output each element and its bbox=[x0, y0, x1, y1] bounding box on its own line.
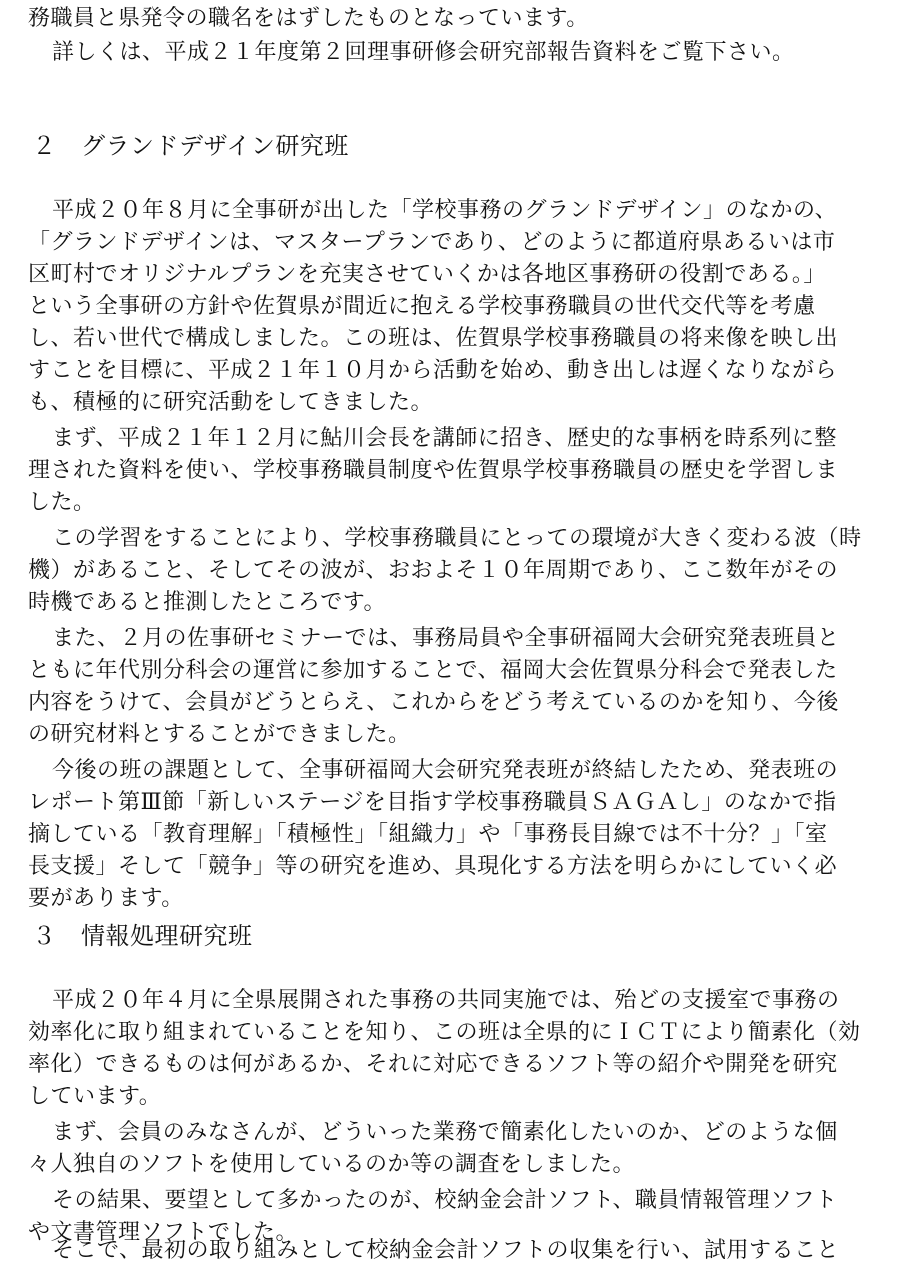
section-2-line: 機）があること、そしてその波が、おおよそ１０年周期であり、ここ数年がその bbox=[28, 558, 839, 583]
section-2-line: また、２月の佐事研セミナーでは、事務局員や全事研福岡大会研究発表班員と bbox=[52, 626, 840, 651]
section-3-line: その結果、要望として多かったのが、校納金会計ソフト、職員情報管理ソフト bbox=[52, 1188, 838, 1213]
section-2-line: 「グランドデザインは、マスタープランであり、どのように都道府県あるいは市 bbox=[28, 230, 836, 255]
section-2-line: すことを目標に、平成２１年１０月から活動を始め、動き出しは遅くなりながら bbox=[28, 358, 838, 383]
section-2-line: 区町村でオリジナルプランを充実させていくかは各地区事務研の役割である。」 bbox=[28, 262, 826, 287]
section-2-line: この学習をすることにより、学校事務職員にとっての環境が大きく変わる波（時 bbox=[52, 526, 862, 551]
section-2-line: も、積極的に研究活動をしてきました。 bbox=[28, 390, 434, 415]
section-3-line: そこで、最初の取り組みとして校納金会計ソフトの収集を行い、試用すること bbox=[52, 1238, 840, 1263]
intro-line-2: 詳しくは、平成２１年度第２回理事研修会研究部報告資料をご覧下さい。 bbox=[52, 40, 795, 65]
section-2-line: 今後の班の課題として、全事研福岡大会研究発表班が終結したため、発表班の bbox=[52, 758, 839, 783]
section-2-line: した。 bbox=[28, 490, 96, 515]
section-3-line: 平成２０年４月に全県展開された事務の共同実施では、殆どの支援室で事務の bbox=[52, 988, 840, 1013]
section-2-line: 長支援」そして「競争」等の研究を進め、具現化する方法を明らかにしていく必 bbox=[28, 854, 838, 879]
intro-line-1: 務職員と県発令の職名をはずしたものとなっています。 bbox=[28, 6, 589, 31]
section-2-line: し、若い世代で構成しました。この班は、佐賀県学校事務職員の将来像を映し出 bbox=[28, 326, 839, 351]
section-2-line: 理された資料を使い、学校事務職員制度や佐賀県学校事務職員の歴史を学習しま bbox=[28, 458, 839, 483]
section-2-line: という全事研の方針や佐賀県が間近に抱える学校事務職員の世代交代等を考慮 bbox=[28, 294, 816, 319]
section-2-line: まず、平成２１年１２月に鮎川会長を講師に招き、歴史的な事柄を時系列に整 bbox=[52, 426, 837, 451]
section-2-heading: ２ グランドデザイン研究班 bbox=[32, 132, 349, 160]
section-3-line: まず、会員のみなさんが、どういった業務で簡素化したいのか、どのような個 bbox=[52, 1120, 838, 1145]
section-3-line: しています。 bbox=[28, 1084, 162, 1109]
section-3-line: や文書管理ソフトでした。 bbox=[28, 1220, 299, 1245]
section-2-line: の研究材料とすることができました。 bbox=[28, 722, 411, 747]
section-3-line: 効率化に取り組まれていることを知り、この班は全県的にＩＣＴにより簡素化（効 bbox=[28, 1020, 861, 1045]
section-2-line: 時機であると推測したところです。 bbox=[28, 590, 387, 615]
section-3-line: 率化）できるものは何があるか、それに対応できるソフト等の紹介や開発を研究 bbox=[28, 1052, 838, 1077]
section-3-line: 々人独自のソフトを使用しているのか等の調査をしました。 bbox=[28, 1152, 636, 1177]
section-2-line: ともに年代別分科会の運営に参加することで、福岡大会佐賀県分科会で発表した bbox=[28, 658, 838, 683]
section-2-line: 平成２０年８月に全事研が出した「学校事務のグランドデザイン」のなかの、 bbox=[52, 198, 838, 223]
section-2-line: 内容をうけて、会員がどうとらえ、これからをどう考えているのかを知り、今後 bbox=[28, 690, 839, 715]
section-3-heading: ３ 情報処理研究班 bbox=[32, 922, 253, 950]
section-2-line: 要があります。 bbox=[28, 886, 184, 911]
section-2-line: レポート第Ⅲ節「新しいステージを目指す学校事務職員ＳＡＧＡし」のなかで指 bbox=[28, 790, 837, 815]
section-2-line: 摘している「教育理解」「積極性」「組織力」や「事務長目線では不十分？」「室 bbox=[28, 822, 828, 847]
